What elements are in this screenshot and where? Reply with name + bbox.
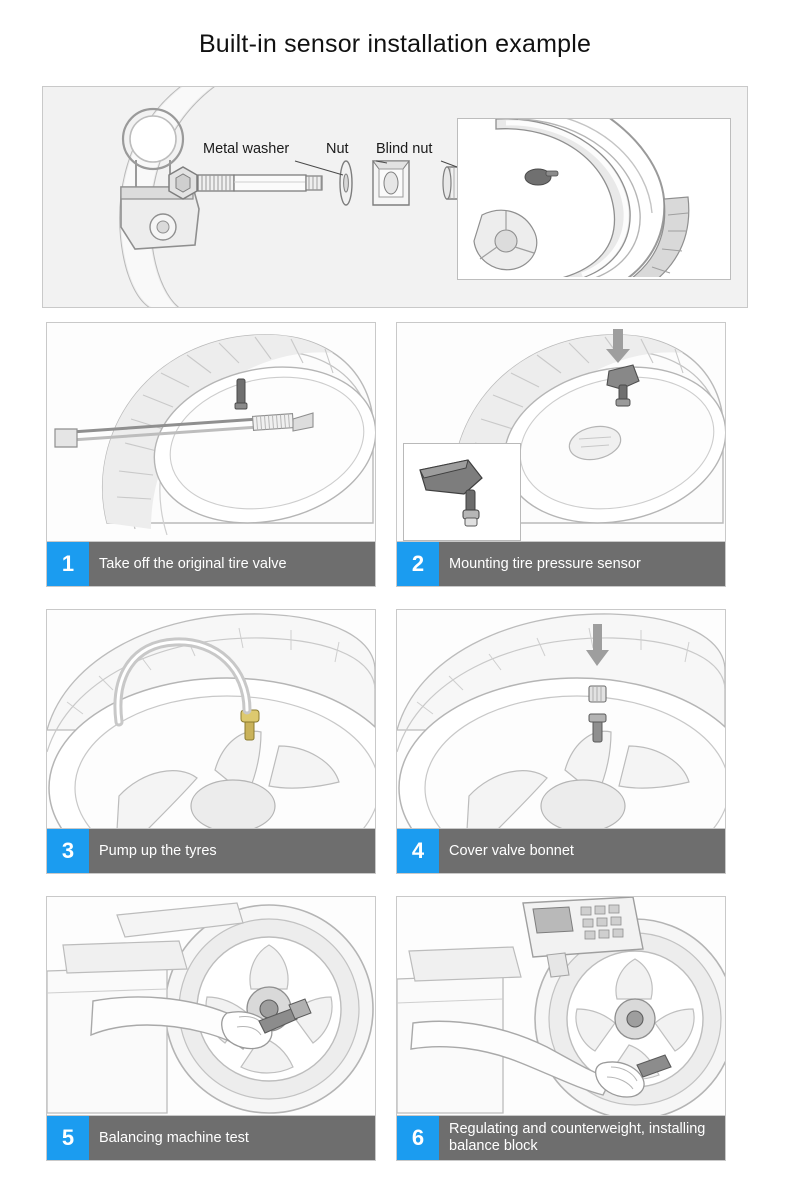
tire-inflation-drawing	[47, 610, 375, 828]
steps-grid	[46, 322, 746, 1183]
wheel-cutaway-illustration	[458, 119, 728, 277]
step-5-number: 5	[47, 1116, 89, 1160]
tire-valve-removal-drawing	[47, 323, 375, 541]
step-card-3	[46, 609, 376, 874]
step-6-caption	[397, 1115, 725, 1160]
valve-cap-drawing	[397, 610, 725, 828]
steps-row-1	[46, 322, 746, 587]
step-6-number: 6	[397, 1116, 439, 1160]
label-nut: Nut	[326, 141, 349, 157]
step-card-6	[396, 896, 726, 1161]
steps-row-3	[46, 896, 746, 1161]
balancing-machine-drawing	[47, 897, 375, 1115]
page-title: Built-in sensor installation example	[198, 30, 592, 58]
step-3-number: 3	[47, 829, 89, 873]
step-card-2	[396, 322, 726, 587]
step-4-number: 4	[397, 829, 439, 873]
label-metal-washer: Metal washer	[203, 141, 290, 157]
step-2-text: Mounting tire pressure sensor	[449, 555, 641, 572]
counterweight-install-drawing	[397, 897, 725, 1115]
tpms-sensor-closeup	[404, 444, 518, 538]
step-2-number: 2	[397, 542, 439, 586]
hero-panel	[42, 86, 748, 308]
step-3-caption	[47, 828, 375, 873]
step-1-text: Take off the original tire valve	[99, 555, 287, 572]
step-3-illustration	[47, 610, 375, 828]
label-blind-nut: Blind nut	[376, 141, 433, 157]
step-1-number: 1	[47, 542, 89, 586]
sensor-closeup-inset	[403, 443, 521, 541]
step-1-caption	[47, 541, 375, 586]
step-4-text: Cover valve bonnet	[449, 842, 574, 859]
wheel-photo-inset	[457, 118, 731, 280]
step-card-5	[46, 896, 376, 1161]
step-5-caption	[47, 1115, 375, 1160]
step-4-illustration	[397, 610, 725, 828]
step-6-illustration	[397, 897, 725, 1115]
step-5-illustration	[47, 897, 375, 1115]
step-card-1	[46, 322, 376, 587]
step-2-caption	[397, 541, 725, 586]
step-2-illustration	[397, 323, 725, 541]
step-6-text: Regulating and counterweight, installing balance block	[449, 1121, 706, 1154]
step-1-illustration	[47, 323, 375, 541]
step-3-text: Pump up the tyres	[99, 842, 217, 859]
step-card-4	[396, 609, 726, 874]
steps-row-2	[46, 609, 746, 874]
step-5-text: Balancing machine test	[99, 1129, 249, 1146]
step-4-caption	[397, 828, 725, 873]
